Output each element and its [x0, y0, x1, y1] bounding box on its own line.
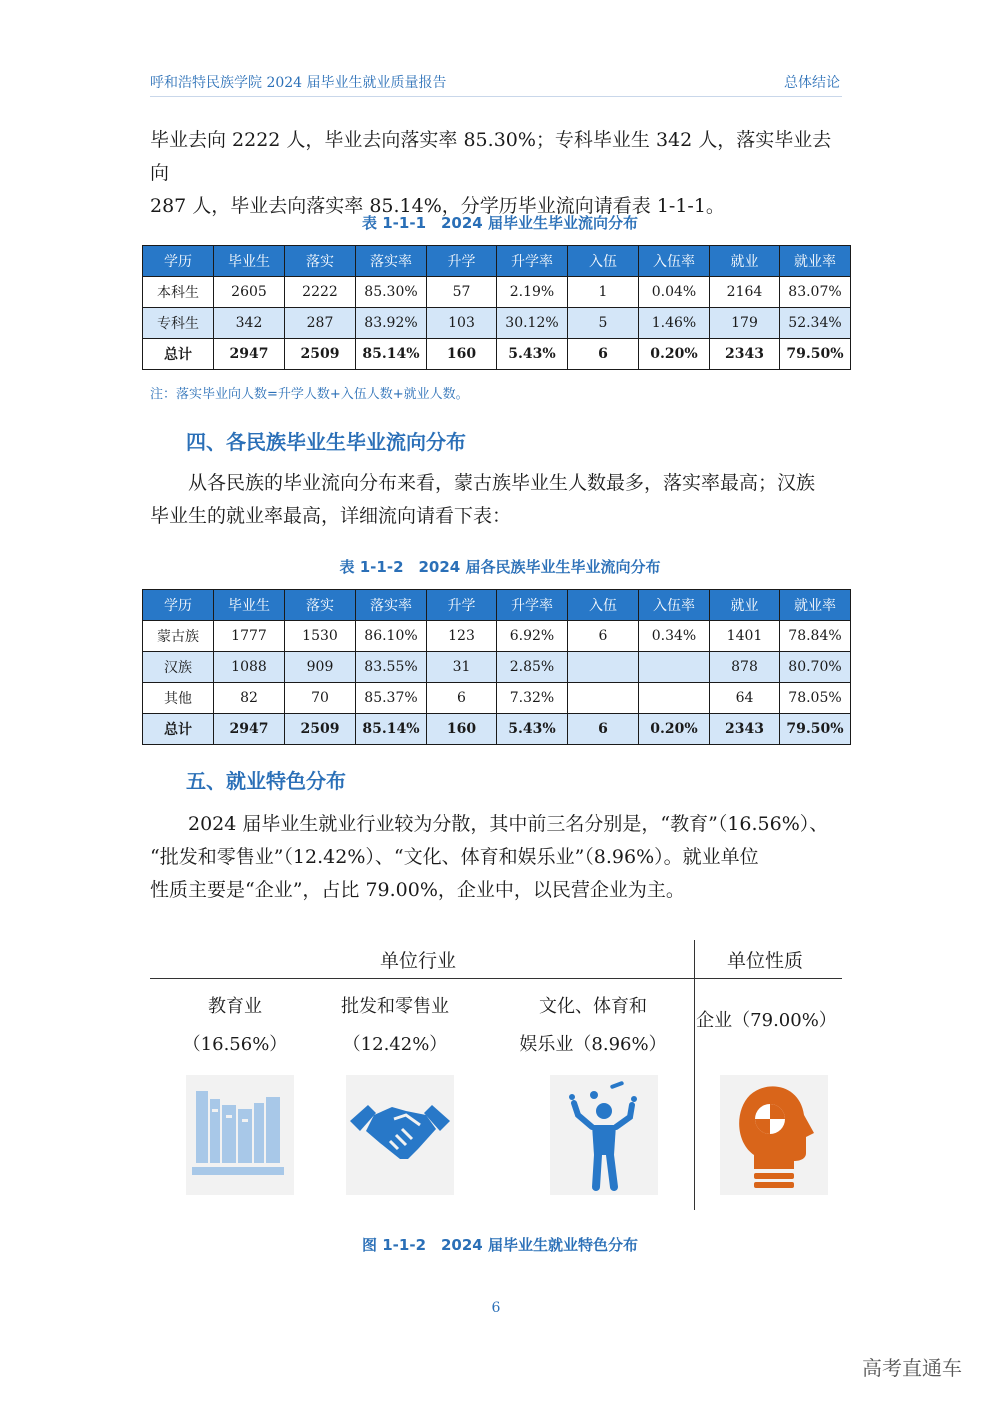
section4-line-2: 毕业生的就业率最高，详细流向请看下表：	[150, 505, 512, 527]
table1-col-header: 落实	[285, 246, 356, 277]
table-cell: 2343	[710, 714, 780, 745]
section5-line-1: 2024 届毕业生就业行业较为分散，其中前三名分别是，“教育”（16.56%）、	[188, 813, 829, 835]
feature-figure	[150, 940, 842, 1210]
table-cell: 2605	[214, 277, 285, 308]
head-gear-icon	[720, 1075, 828, 1195]
table-cell: 6.92%	[497, 621, 568, 652]
table-cell: 1088	[214, 652, 285, 683]
industry-item-education	[150, 988, 320, 1064]
table2-col-header: 入伍率	[639, 590, 710, 621]
table-row	[143, 652, 851, 683]
table2-col-header: 入伍	[568, 590, 639, 621]
table1-col-header: 毕业生	[214, 246, 285, 277]
table-cell: 2222	[285, 277, 356, 308]
table-cell: 57	[427, 277, 497, 308]
table-cell: 本科生	[143, 277, 214, 308]
industry-item-label: 文化、体育和	[539, 996, 647, 1017]
industry-item-value: 娱乐业（8.96%）	[519, 1034, 667, 1055]
table-cell: 86.10%	[356, 621, 427, 652]
table-cell: 160	[427, 714, 497, 745]
table1	[142, 245, 851, 370]
table-cell: 汉族	[143, 652, 214, 683]
table-cell: 83.55%	[356, 652, 427, 683]
table-cell: 2947	[214, 339, 285, 370]
header-section-title: 总体结论	[784, 75, 840, 91]
table-cell: 5.43%	[497, 714, 568, 745]
table-cell	[568, 683, 639, 714]
table2-col-header: 落实率	[356, 590, 427, 621]
table-cell: 287	[285, 308, 356, 339]
table-cell: 其他	[143, 683, 214, 714]
table-cell: 6	[568, 714, 639, 745]
table-cell: 78.05%	[780, 683, 851, 714]
table-row	[143, 621, 851, 652]
table-cell: 878	[710, 652, 780, 683]
header-divider	[150, 96, 842, 97]
industry-item-culture	[508, 988, 678, 1064]
table-cell: 83.92%	[356, 308, 427, 339]
header-report-title: 呼和浩特民族学院 2024 届毕业生就业质量报告	[150, 75, 447, 91]
section4-line-1: 从各民族的毕业流向分布来看，蒙古族毕业生人数最多，落实率最高；汉族	[188, 472, 816, 494]
table-cell: 1.46%	[639, 308, 710, 339]
table-cell: 2509	[285, 339, 356, 370]
table-row	[143, 308, 851, 339]
table-cell: 2.85%	[497, 652, 568, 683]
table2-col-header: 毕业生	[214, 590, 285, 621]
table-cell: 85.37%	[356, 683, 427, 714]
industry-title: 单位行业	[380, 950, 457, 972]
table-cell	[639, 683, 710, 714]
table-cell: 2164	[710, 277, 780, 308]
table-row-total	[143, 339, 851, 370]
table-cell: 5	[568, 308, 639, 339]
section5-paragraph	[150, 808, 845, 907]
table-cell: 85.30%	[356, 277, 427, 308]
table-cell: 1401	[710, 621, 780, 652]
table-cell: 70	[285, 683, 356, 714]
table-cell: 342	[214, 308, 285, 339]
table-cell: 30.12%	[497, 308, 568, 339]
table1-col-header: 升学率	[497, 246, 568, 277]
table-cell	[639, 652, 710, 683]
table1-header-row	[143, 246, 851, 277]
table-cell: 0.20%	[639, 714, 710, 745]
table-cell: 2947	[214, 714, 285, 745]
table-cell: 7.32%	[497, 683, 568, 714]
watermark: 高考直通车	[862, 1356, 962, 1380]
table2-caption: 表 1-1-2 2024 届各民族毕业生毕业流向分布	[339, 558, 661, 576]
industry-item-value: （12.42%）	[342, 1034, 448, 1055]
table-cell: 1530	[285, 621, 356, 652]
books-icon	[186, 1075, 294, 1195]
table-cell: 79.50%	[780, 714, 851, 745]
table-cell: 78.84%	[780, 621, 851, 652]
table-row	[143, 277, 851, 308]
table-cell: 179	[710, 308, 780, 339]
table2-col-header: 就业率	[780, 590, 851, 621]
table-cell: 1777	[214, 621, 285, 652]
page-number: 6	[491, 1300, 501, 1316]
table-cell: 1	[568, 277, 639, 308]
table-cell: 2.19%	[497, 277, 568, 308]
section5-line-2: “批发和零售业”（12.42%）、“文化、体育和娱乐业”（8.96%）。就业单位	[150, 846, 759, 868]
figure-caption: 图 1-1-2 2024 届毕业生就业特色分布	[362, 1236, 638, 1254]
intro-paragraph	[150, 124, 845, 223]
table1-col-header: 就业率	[780, 246, 851, 277]
table-cell: 85.14%	[356, 339, 427, 370]
table2-col-header: 学历	[143, 590, 214, 621]
table-cell: 83.07%	[780, 277, 851, 308]
table-cell: 0.04%	[639, 277, 710, 308]
table-cell: 6	[568, 339, 639, 370]
table-cell: 31	[427, 652, 497, 683]
table-cell: 103	[427, 308, 497, 339]
juggler-icon	[550, 1075, 658, 1195]
table2-col-header: 落实	[285, 590, 356, 621]
figure-divider-horizontal	[150, 978, 842, 979]
handshake-icon	[346, 1075, 454, 1195]
table-cell: 0.34%	[639, 621, 710, 652]
table2	[142, 589, 851, 745]
table-row-total	[143, 714, 851, 745]
section5-line-3: 性质主要是“企业”，占比 79.00%，企业中，以民营企业为主。	[150, 879, 685, 901]
table1-note: 注：落实毕业向人数=升学人数+入伍人数+就业人数。	[150, 387, 469, 402]
industry-item-label: 批发和零售业	[341, 996, 449, 1017]
table-cell: 85.14%	[356, 714, 427, 745]
industry-item-value: （16.56%）	[182, 1034, 288, 1055]
table-cell: 160	[427, 339, 497, 370]
table-cell: 79.50%	[780, 339, 851, 370]
figure-divider-vertical	[694, 940, 695, 1210]
table2-col-header: 升学	[427, 590, 497, 621]
industry-item-retail	[310, 988, 480, 1064]
table2-col-header: 升学率	[497, 590, 568, 621]
table-cell: 52.34%	[780, 308, 851, 339]
table-cell: 总计	[143, 714, 214, 745]
table1-col-header: 学历	[143, 246, 214, 277]
table-cell: 0.20%	[639, 339, 710, 370]
table1-col-header: 升学	[427, 246, 497, 277]
table-cell: 蒙古族	[143, 621, 214, 652]
nature-title: 单位性质	[727, 950, 804, 972]
table-cell: 6	[568, 621, 639, 652]
table-cell: 80.70%	[780, 652, 851, 683]
section4-paragraph	[150, 467, 845, 533]
section4-title: 四、各民族毕业生毕业流向分布	[186, 430, 466, 454]
table-cell: 82	[214, 683, 285, 714]
table-row	[143, 683, 851, 714]
table-cell: 909	[285, 652, 356, 683]
industry-item-label: 教育业	[208, 996, 262, 1017]
table1-caption: 表 1-1-1 2024 届毕业生毕业流向分布	[362, 214, 638, 232]
table2-col-header: 就业	[710, 590, 780, 621]
table-cell	[568, 652, 639, 683]
table1-col-header: 入伍	[568, 246, 639, 277]
table-cell: 6	[427, 683, 497, 714]
table-cell: 5.43%	[497, 339, 568, 370]
nature-item-enterprise	[684, 1002, 849, 1040]
table-cell: 2509	[285, 714, 356, 745]
table2-header-row	[143, 590, 851, 621]
section5-title: 五、就业特色分布	[186, 769, 346, 793]
table1-col-header: 入伍率	[639, 246, 710, 277]
table-cell: 123	[427, 621, 497, 652]
table-cell: 专科生	[143, 308, 214, 339]
table-cell: 2343	[710, 339, 780, 370]
nature-item-label: 企业（79.00%）	[696, 1010, 837, 1031]
intro-line-2: 287 人，毕业去向落实率 85.14%，分学历毕业流向请看表 1-1-1。	[150, 195, 725, 217]
intro-line-1: 毕业去向 2222 人，毕业去向落实率 85.30%；专科毕业生 342 人，落实毕业去向	[150, 129, 832, 184]
table-cell: 64	[710, 683, 780, 714]
table-cell: 总计	[143, 339, 214, 370]
table1-col-header: 落实率	[356, 246, 427, 277]
table1-col-header: 就业	[710, 246, 780, 277]
